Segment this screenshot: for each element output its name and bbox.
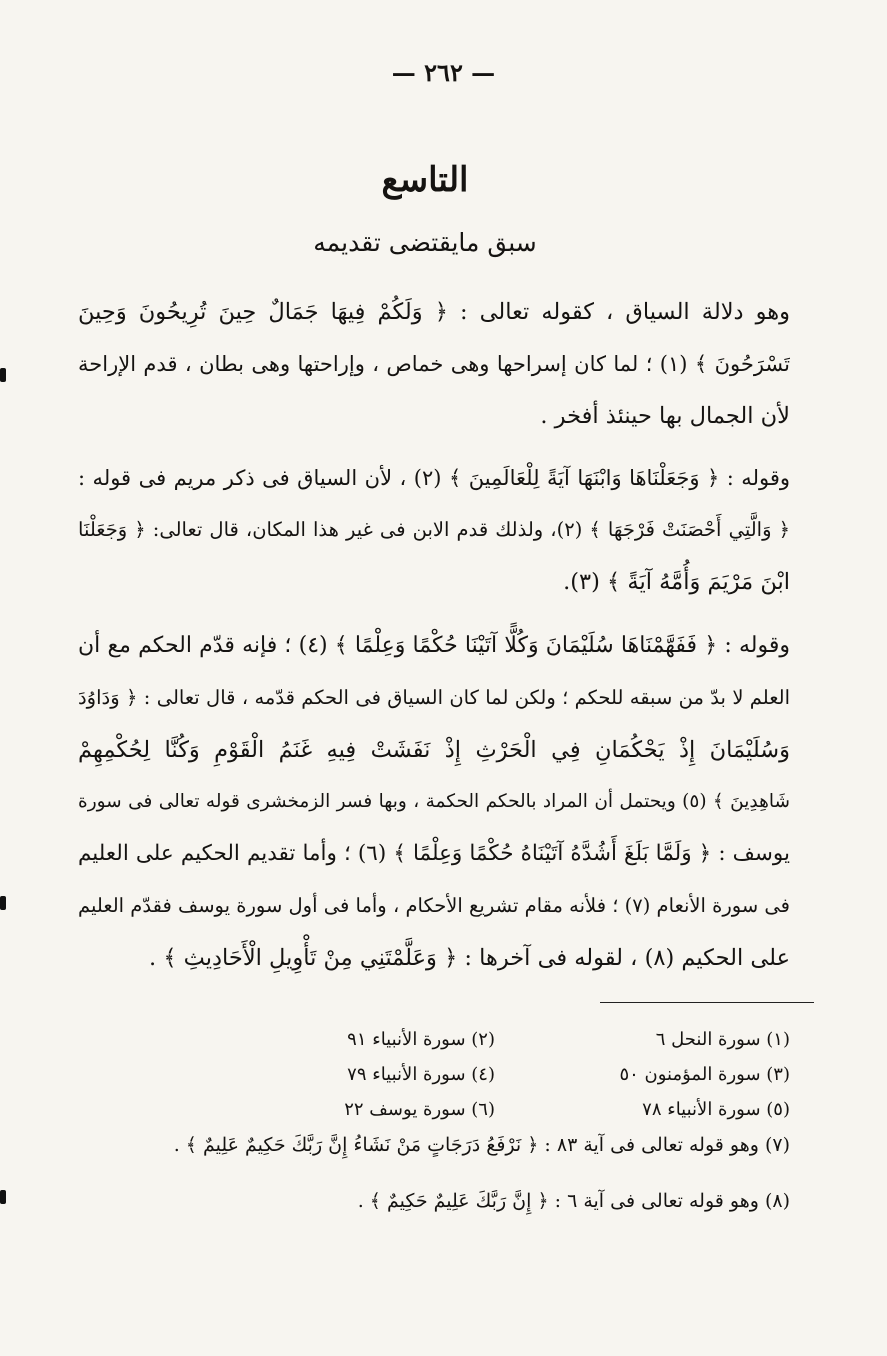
paragraph-line: يوسف : ﴿ وَلَمَّا بَلَغَ أَشُدَّهُ آتَيْنَاهُ حُكْمًا وَعِلْمًا ﴾ (٦) ؛ وأما تقديم الحكيم على العليم <box>78 841 790 866</box>
footnote-2: (٢) سورة الأنبياء ٩١ <box>347 1029 495 1050</box>
paragraph-1 <box>78 286 790 442</box>
paragraph-line: وهو دلالة السياق ، كقوله تعالى : ﴿ وَلَكُمْ فِيهَا جَمَالٌ حِينَ تُرِيحُونَ وَحِينَ <box>78 299 790 325</box>
page-number: — ٢٦٢ — <box>391 58 496 87</box>
paragraph-line: لأن الجمال بها حينئذ أفخر . <box>540 403 790 429</box>
footnote-8: (٨) وهو قوله تعالى فى آية ٦ : ﴿ إِنَّ رَبَّكَ عَلِيمٌ حَكِيمٌ ﴾ . <box>357 1190 790 1212</box>
paragraph-line: ابْنَ مَرْيَمَ وَأُمَّهُ آيَةً ﴾ (٣). <box>563 569 790 595</box>
paragraph-line: فى سورة الأنعام (٧) ؛ فلأنه مقام تشريع الأحكام ، وأما فى أول سورة يوسف فقدّم العليم <box>78 894 790 917</box>
footnote-row <box>200 1022 790 1057</box>
paragraph-3 <box>78 620 790 984</box>
scan-edge-mark <box>0 1190 6 1204</box>
paragraph-line: تَسْرَحُونَ ﴾ (١) ؛ لما كان إسراحها وهى خماص ، وإراحتها وهى بطان ، قدم الإراحة <box>78 352 790 376</box>
paragraph-2 <box>78 452 790 608</box>
chapter-title: التاسع <box>381 160 469 200</box>
paragraph-line: على الحكيم (٨) ، لقوله فى آخرها : ﴿ وَعَلَّمْتَنِي مِنْ تَأْوِيلِ الْأَحَادِيثِ ﴾ . <box>149 945 790 971</box>
footnotes-grid <box>200 1022 790 1127</box>
footnote-5: (٥) سورة الأنبياء ٧٨ <box>642 1099 790 1120</box>
footnote-4: (٤) سورة الأنبياء ٧٩ <box>347 1064 495 1085</box>
scan-edge-mark <box>0 368 6 382</box>
footnote-row <box>200 1057 790 1092</box>
paragraph-line: شَاهِدِينَ ﴾ (٥) ويحتمل أن المراد بالحكم الحكمة ، وبها فسر الزمخشرى قوله تعالى فى سورة <box>78 791 790 812</box>
section-subtitle: سبق مايقتضى تقديمه <box>313 228 537 257</box>
paragraph-line: ﴿ وَالَّتِي أَحْصَنَتْ فَرْجَهَا ﴾ (٢)، ولذلك قدم الابن فى غير هذا المكان، قال تعالى: ﴿ وَجَعَلْنَا <box>78 518 790 541</box>
paragraph-line: وَسُلَيْمَانَ إِذْ يَحْكُمَانِ فِي الْحَرْثِ إِذْ نَفَشَتْ فِيهِ غَنَمُ الْقَوْمِ وَكُنَّا لِحُكْمِهِمْ <box>78 737 790 763</box>
footnote-6: (٦) سورة يوسف ٢٢ <box>344 1099 495 1120</box>
footnote-7: (٧) وهو قوله تعالى فى آية ٨٣ : ﴿ نَرْفَعُ دَرَجَاتٍ مَنْ نَشَاءُ إِنَّ رَبَّكَ حَكِيمٌ عَلِيمٌ ﴾ . <box>173 1134 790 1156</box>
scan-edge-mark <box>0 896 6 910</box>
footnote-3: (٣) سورة المؤمنون ٥٠ <box>619 1064 790 1085</box>
footnote-separator <box>600 1002 814 1003</box>
paragraph-line: وقوله : ﴿ وَجَعَلْنَاهَا وَابْنَهَا آيَةً لِلْعَالَمِينَ ﴾ (٢) ، لأن السياق فى ذكر مريم فى قوله : <box>78 466 790 490</box>
paragraph-line: وقوله : ﴿ فَفَهَّمْنَاهَا سُلَيْمَانَ وَكُلًّا آتَيْنَا حُكْمًا وَعِلْمًا ﴾ (٤) ؛ فإنه قدّم الحكم مع أن <box>78 633 790 658</box>
paragraph-line: العلم لا بدّ من سبقه للحكم ؛ ولكن لما كان السياق فى الحكم قدّمه ، قال تعالى : ﴿ وَدَاوُدَ <box>78 686 790 709</box>
footnote-1: (١) سورة النحل ٦ <box>655 1029 790 1050</box>
footnote-row <box>200 1092 790 1127</box>
